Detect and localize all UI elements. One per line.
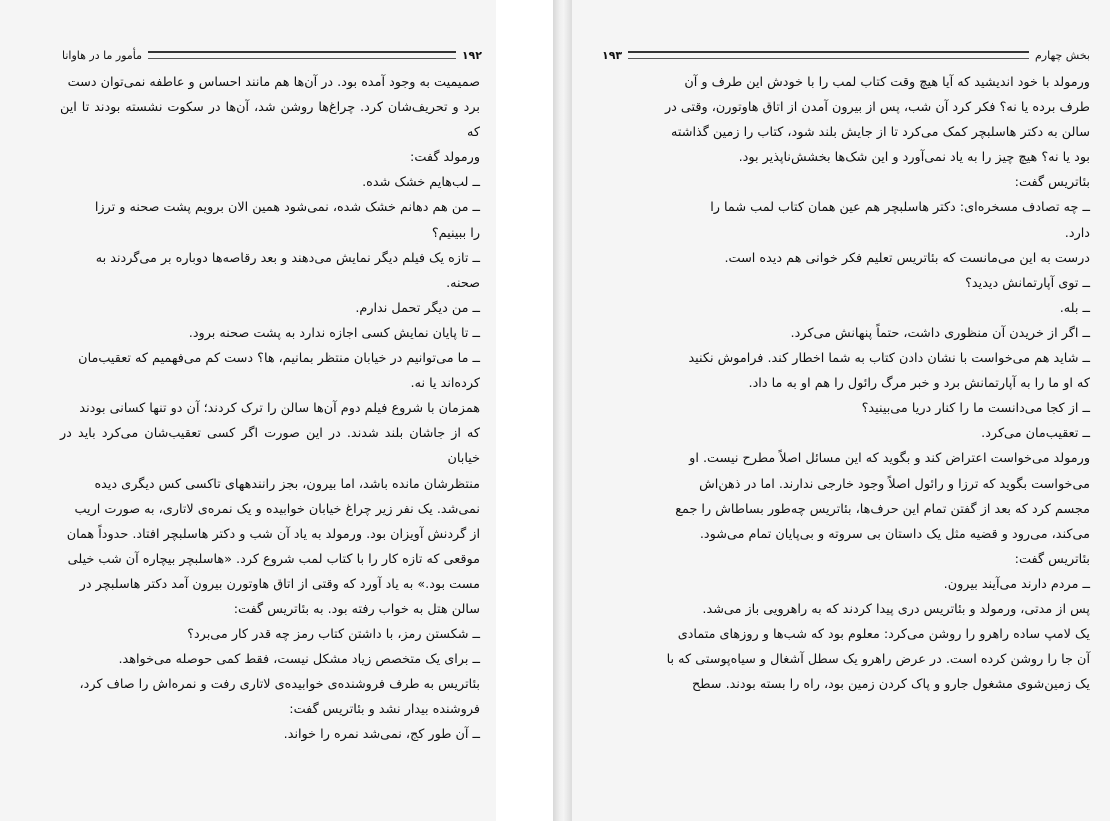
text-line: فروشنده بیدار نشد و بئاتریس گفت: xyxy=(289,702,480,718)
left-page-number: ۱۹۲ xyxy=(461,48,482,62)
text-line: ــ تازه یک فیلم دیگر نمایش می‌دهند و بعد رقاصه‌ها دوباره بر می‌گردند به xyxy=(95,250,480,266)
left-page-header-title: مأمور ما در هاوانا xyxy=(62,48,143,62)
left-page xyxy=(0,0,553,821)
left-header-rule xyxy=(148,51,456,59)
text-line: ــ تعقیب‌مان می‌کرد. xyxy=(981,426,1090,442)
text-line: درست به این می‌مانست که بئاتریس تعلیم فکر خوانی هم دیده است. xyxy=(724,250,1090,266)
text-line: برد و تحریف‌شان کرد. چراغ‌ها روشن شد، آن‌ها در سکوت نشسته بودند تا این که xyxy=(60,100,480,141)
text-line: از گردنش آویزان بود. ورمولد به یاد آن شب و دکتر هاسلبچر افتاد. حدوداً همان xyxy=(66,526,480,542)
right-page-header-title: بخش چهارم xyxy=(1034,48,1090,62)
book-gutter xyxy=(553,0,572,821)
right-page-body xyxy=(600,70,1090,697)
text-line: صحنه. xyxy=(446,275,480,291)
text-line: یک لامپ ساده راهرو را روشن می‌کرد: معلوم بود که شب‌ها و روزهای متمادی xyxy=(677,627,1090,643)
right-page-number: ۱۹۳ xyxy=(602,48,623,62)
left-page-body xyxy=(60,70,480,748)
left-page-header xyxy=(62,46,482,64)
text-line: را ببینیم؟ xyxy=(431,225,480,241)
text-line: مست بود.» به یاد آورد که وقتی از اتاق هاوتورن بیرون آمد دکتر هاسلبچر در xyxy=(79,576,480,592)
text-line: منتظرشان مانده باشد، اما بیرون، بجز رانندههای تاکسی کس دیگری دیده xyxy=(94,476,480,492)
text-line: ــ لب‌هایم خشک شده. xyxy=(362,175,480,191)
text-line: ورمولد می‌خواست اعتراض کند و بگوید که این مسائل اصلاً مطرح نیست. او xyxy=(689,451,1090,467)
text-line: که او ما را به آپارتمانش برد و خبر مرگ رائول را هم او به ما داد. xyxy=(748,376,1090,392)
text-line: ــ من هم دهانم خشک شده، نمی‌شود همین الان برویم پشت صحنه و ترزا xyxy=(94,200,480,216)
text-line: مجسم کرد که بعد از گفتن تمام این حرف‌ها، بئاتریس چه‌طور بساطاش را جمع xyxy=(675,501,1090,517)
text-line: کرده‌اند یا نه. xyxy=(410,376,480,392)
text-line: ــ من دیگر تحمل ندارم. xyxy=(355,300,480,316)
text-line: سالن هتل به خواب رفته بود. به بئاتریس گفت: xyxy=(233,601,480,617)
text-line: ــ شاید هم می‌خواست با نشان دادن کتاب به شما اخطار کند. فراموش نکنید xyxy=(688,351,1090,367)
text-line: ــ شکستن رمز، با داشتن کتاب رمز چه قدر کار می‌برد؟ xyxy=(187,627,480,643)
text-line: ــ برای یک متخصص زیاد مشکل نیست، فقط کمی حوصله می‌خواهد. xyxy=(118,652,480,668)
text-line: صمیمیت به وجود آمده بود. در آن‌ها هم مانند احساس و عاطفه نمی‌توان دست xyxy=(67,75,480,90)
text-line: ــ آن طور کج، نمی‌شد نمره را خواند. xyxy=(283,727,480,743)
text-line: ــ ما می‌توانیم در خیابان منتظر بمانیم، ها؟ دست کم می‌فهمیم که تعقیب‌مان xyxy=(78,351,480,367)
text-line: ــ اگر از خریدن آن منظوری داشت، حتماً پنهانش می‌کرد. xyxy=(790,325,1090,341)
text-line: می‌کند، می‌رود و قضیه مثل یک داستان بی سروته و بی‌پایان تمام می‌شود. xyxy=(699,526,1090,542)
text-line: همزمان با شروع فیلم دوم آن‌ها سالن را ترک کردند؛ آن دو تنها کسانی بودند xyxy=(79,401,480,417)
text-line: ورمولد با خود اندیشید که آیا هیچ وقت کتاب لمب را با خودش این طرف و آن xyxy=(684,75,1090,90)
text-line: ورمولد گفت: xyxy=(410,150,480,166)
text-line: ــ تا پایان نمایش کسی اجازه ندارد به پشت صحنه برود. xyxy=(188,325,480,341)
text-line: آن جا را روشن کرده است. در عرض راهرو یک سطل آشغال و سیاه‌پوستی که با xyxy=(666,652,1090,668)
text-line: ــ چه تصادف مسخره‌ای: دکتر هاسلبچر هم عین همان کتاب لمب شما را xyxy=(710,200,1090,216)
text-line: بئاتریس گفت: xyxy=(1014,551,1090,567)
text-line: سالن به دکتر هاسلبچر کمک می‌کرد تا از جایش بلند شود، کتاب را زمین گذاشته xyxy=(671,125,1090,141)
text-line: دارد. xyxy=(1064,225,1090,241)
right-header-rule xyxy=(628,51,1029,59)
text-line: بئاتریس به طرف فروشنده‌ی خوابیده‌ی لاتاری رفت و نمره‌اش را صاف کرد، xyxy=(79,677,480,693)
text-line: ــ مردم دارند می‌آیند بیرون. xyxy=(943,576,1090,592)
right-page-header xyxy=(602,46,1090,64)
text-line: ــ از کجا می‌دانست ما را کنار دریا می‌بینید؟ xyxy=(861,401,1090,417)
text-line: پس از مدتی، ورمولد و بئاتریس دری پیدا کردند که به راهرویی باز می‌شد. xyxy=(702,601,1090,617)
text-line: که از جاشان بلند شدند. در این صورت اگر کسی تعقیب‌شان می‌کرد باید در خیابان xyxy=(60,426,480,467)
text-line: بود یا نه؟ هیچ چیز را به یاد نمی‌آورد و این شک‌ها بخشش‌ناپذیر بود. xyxy=(738,150,1090,166)
right-page xyxy=(572,0,1110,821)
text-line: نمی‌شد. یک نفر زیر چراغ خیابان خوابیده و یک نمره‌ی لاتاری، به صورت اریب xyxy=(74,501,480,517)
text-line: بئاتریس گفت: xyxy=(1014,175,1090,191)
text-line: یک زمین‌شوی مشغول جارو و پاک کردن زمین بود، راه را بسته بودند. سطح xyxy=(692,677,1090,693)
text-line: می‌خواست بگوید که ترزا و رائول اصلاً وجود خارجی ندارند. اما در ذهن‌اش xyxy=(699,476,1090,492)
text-line: موقعی که تازه کار را با کتاب لمب شروع کرد. «هاسلبچر بیچاره آن شب خیلی xyxy=(67,551,480,567)
text-line: ــ بله. xyxy=(1059,300,1090,316)
text-line: ــ توی آپارتمانش دیدید؟ xyxy=(965,275,1090,291)
text-line: طرف برده یا نه؟ فکر کرد آن شب، پس از بیرون آمدن از اتاق هاوتورن، وقتی در xyxy=(664,100,1090,116)
